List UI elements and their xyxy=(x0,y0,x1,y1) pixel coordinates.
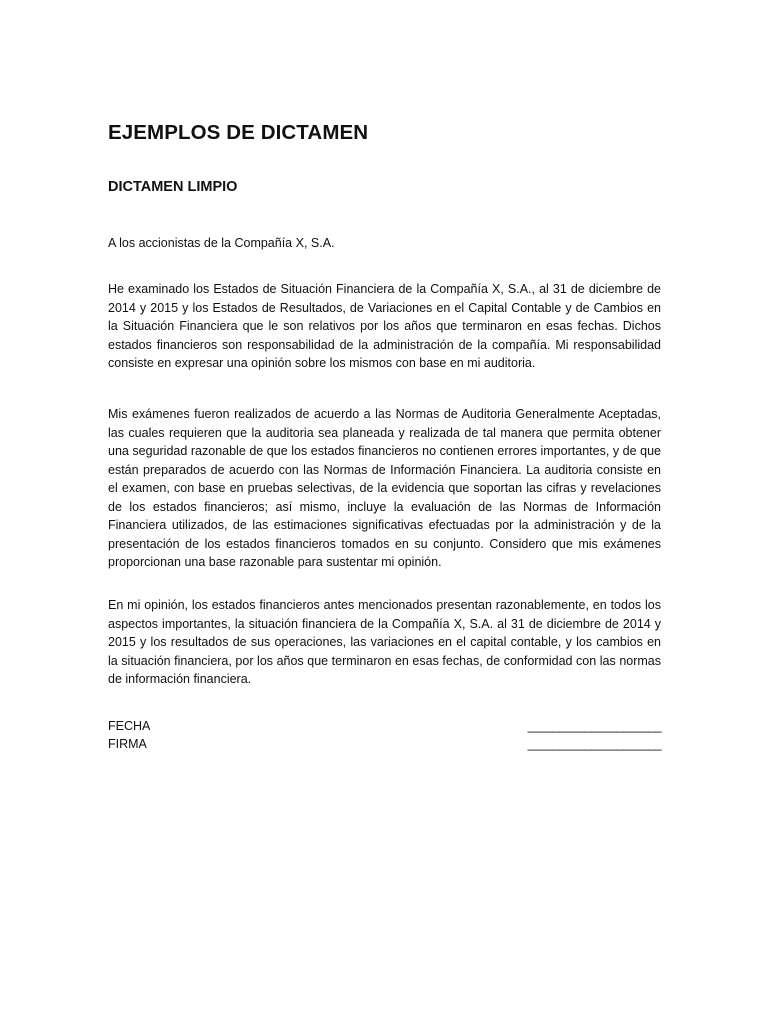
firma-signature-line: _____________________ xyxy=(527,737,661,751)
paragraph-scope: Mis exámenes fueron realizados de acuerdo a las Normas de Auditoria Generalmente Aceptadas, las cuales requieren que la auditoria sea planeada y realizada de tal manera que permita obtener una seguridad razonable de que los estados financieros no contienen errores importantes, y de que están preparados de acuerdo con las Normas de Información Financiera. La auditoria consiste en el examen, con base en pruebas selectivas, de la evidencia que soportan las cifras y revelaciones de los estados financieros; así mismo, incluye la evaluación de las Normas de Información Financiera utilizados, de las estimaciones significativas efectuadas por la administración y de la presentación de los estados financieros tomados en su conjunto. Considero que mis exámenes proporcionan una base razonable para sustentar mi opinión. xyxy=(108,407,661,569)
salutation: A los accionistas de la Compañía X, S.A. xyxy=(108,236,335,250)
firma-label: FIRMA xyxy=(108,737,147,751)
paragraph-examination: He examinado los Estados de Situación Financiera de la Compañía X, S.A., al 31 de diciembre de 2014 y 2015 y los Estados de Resultados, de Variaciones en el Capital Contable y de Cambios en la Situación Financiera que le son relativos por los años que terminaron en esas fechas. Dichos estados financieros son responsabilidad de la administración de la compañía. Mi responsabilidad consiste en expresar una opinión sobre los mismos con base en mi auditoria. xyxy=(108,282,661,370)
fecha-label: FECHA xyxy=(108,719,151,733)
section-title: DICTAMEN LIMPIO xyxy=(108,179,238,195)
paragraph-opinion: En mi opinión, los estados financieros antes mencionados presentan razonablemente, en todos los aspectos importantes, la situación financiera de la Compañía X, S.A. al 31 de diciembre de 2014 y 2015 y los resultados de sus operaciones, las variaciones en el capital contable, y los cambios en la situación financiera, por los años que terminaron en esas fechas, de conformidad con las normas de información financiera. xyxy=(108,598,661,686)
fecha-signature-line: _____________________ xyxy=(527,719,661,733)
document-title: EJEMPLOS DE DICTAMEN xyxy=(108,121,369,144)
